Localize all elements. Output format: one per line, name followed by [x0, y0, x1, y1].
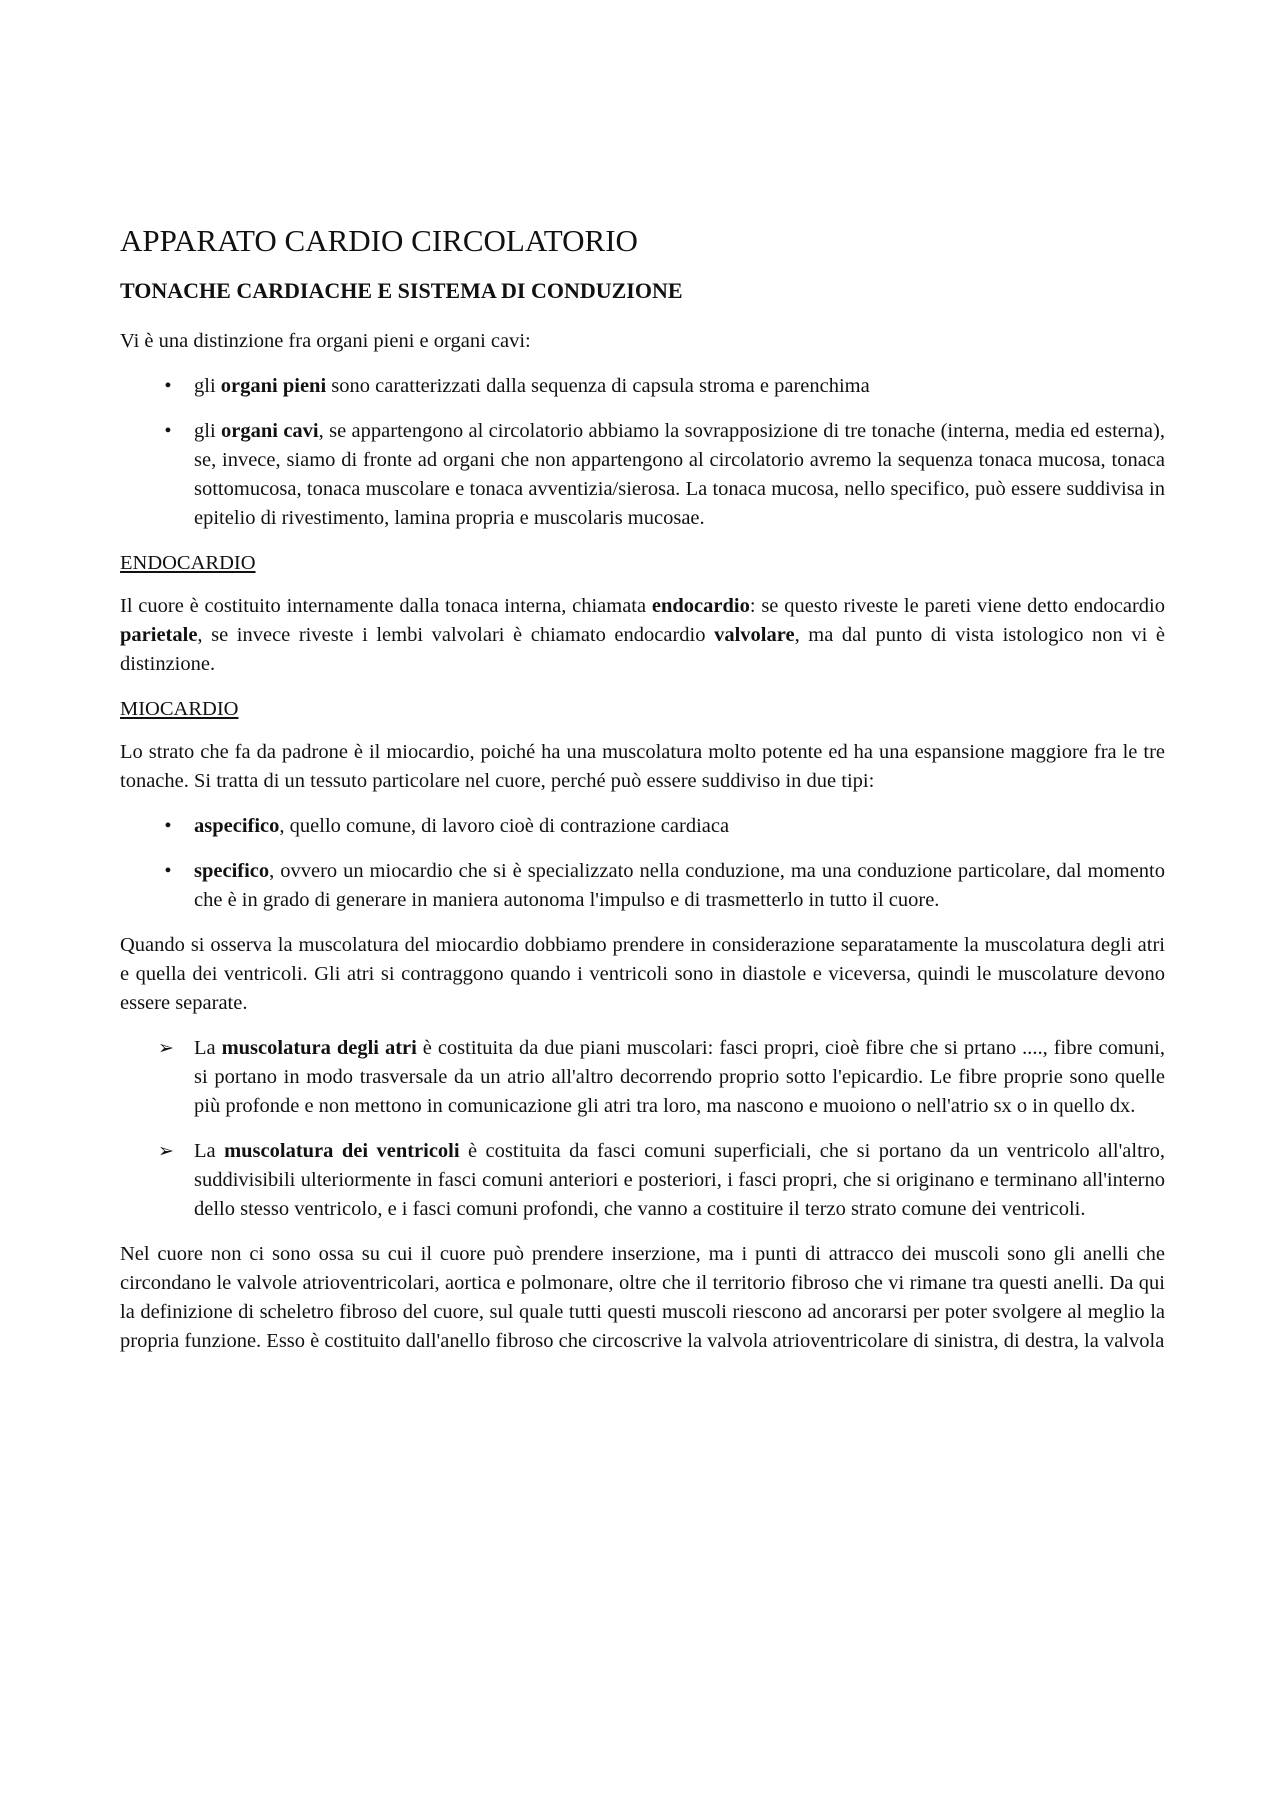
- muscles-paragraph: Quando si osserva la muscolatura del miocardio dobbiamo prendere in considerazione separatamente la muscolatura degli atri e quella dei ventricoli. Gli atri si contraggono quando i ventricoli sono in diastole e viceversa, quindi le muscolature devono essere separate.: [120, 933, 1165, 1014]
- bullet-icon: •: [164, 419, 172, 442]
- bullet-icon: •: [164, 374, 172, 397]
- bullet-icon: •: [164, 814, 172, 837]
- intro-paragraph: Vi è una distinzione fra organi pieni e organi cavi:: [120, 329, 531, 352]
- muscle-parts-list: [120, 1034, 1165, 1224]
- list-item: ➢ La muscolatura degli atri è costituita da due piani muscolari: fasci propri, cioè fibre che si prtano ...., fibre comuni, si portano in modo trasversale da un atrio all'altro decorrendo proprio sotto l'epicardio. Le fibre proprie sono quelle più profonde e non mettono in comunicazione gli atri tra loro, ma nascono e muoiono o nell'atrio sx o in quello dx.: [120, 1034, 1165, 1121]
- skeleton-paragraph: Nel cuore non ci sono ossa su cui il cuore può prendere inserzione, ma i punti di attracco dei muscoli sono gli anelli che circondano le valvole atrioventricolari, aortica e polmonare, oltre che il territorio fibroso che vi rimane tra questi anelli. Da qui la definizione di scheletro fibroso del cuore, sul quale tutti questi muscoli riescono ad ancorarsi per poter svolgere al meglio la propria funzione. Esso è costituito dall'anello fibroso che circoscrive la valvola atrioventricolare di sinistra, di destra, la valvola: [120, 1242, 1165, 1352]
- bullet-icon: •: [164, 859, 172, 882]
- endocardio-paragraph: Il cuore è costituito internamente dalla tonaca interna, chiamata endocardio: se questo riveste le pareti viene detto endocardio parietale, se invece riveste i lembi valvolari è chiamato endocardio valvolare, ma dal punto di vista istologico non vi è distinzione.: [120, 594, 1165, 675]
- list-item: • specifico, ovvero un miocardio che si è specializzato nella conduzione, ma una conduzione particolare, dal momento che è in grado di generare in maniera autonoma l'impulso e di trasmetterlo in tutto il cuore.: [120, 857, 1165, 915]
- section-subtitle: TONACHE CARDIACHE E SISTEMA DI CONDUZIONE: [120, 278, 683, 304]
- endocardio-heading: ENDOCARDIO: [120, 551, 256, 574]
- list-item: • gli organi cavi, se appartengono al circolatorio abbiamo la sovrapposizione di tre tonache (interna, media ed esterna), se, invece, siamo di fronte ad organi che non appartengono al circolatorio avremo la sequenza tonaca mucosa, tonaca sottomucosa, tonaca muscolare e tonaca avventizia/sierosa. La tonaca mucosa, nello specifico, può essere suddivisa in epitelio di rivestimento, lamina propria e muscolaris mucosae.: [120, 417, 1165, 533]
- miocardio-intro-paragraph: Lo strato che fa da padrone è il miocardio, poiché ha una muscolatura molto potente ed ha una espansione maggiore fra le tre tonache. Si tratta di un tessuto particolare nel cuore, perché può essere suddiviso in due tipi:: [120, 740, 1165, 792]
- arrow-bullet-icon: ➢: [158, 1139, 174, 1162]
- document-title: APPARATO CARDIO CIRCOLATORIO: [120, 223, 638, 258]
- document-page: [120, 222, 1165, 1372]
- miocardio-types-list: [120, 812, 1165, 915]
- list-item: • gli organi pieni sono caratterizzati dalla sequenza di capsula stroma e parenchima: [120, 372, 1165, 401]
- organ-list: [120, 372, 1165, 533]
- list-item: ➢ La muscolatura dei ventricoli è costituita da fasci comuni superficiali, che si portano da un ventricolo all'altro, suddivisibili ulteriormente in fasci comuni anteriori e posteriori, i fasci propri, che si originano e terminano all'interno dello stesso ventricolo, e i fasci comuni profondi, che vanno a costituire il terzo strato comune dei ventricoli.: [120, 1137, 1165, 1224]
- list-item: • aspecifico, quello comune, di lavoro cioè di contrazione cardiaca: [120, 812, 1165, 841]
- arrow-bullet-icon: ➢: [158, 1036, 174, 1059]
- miocardio-heading: MIOCARDIO: [120, 697, 239, 720]
